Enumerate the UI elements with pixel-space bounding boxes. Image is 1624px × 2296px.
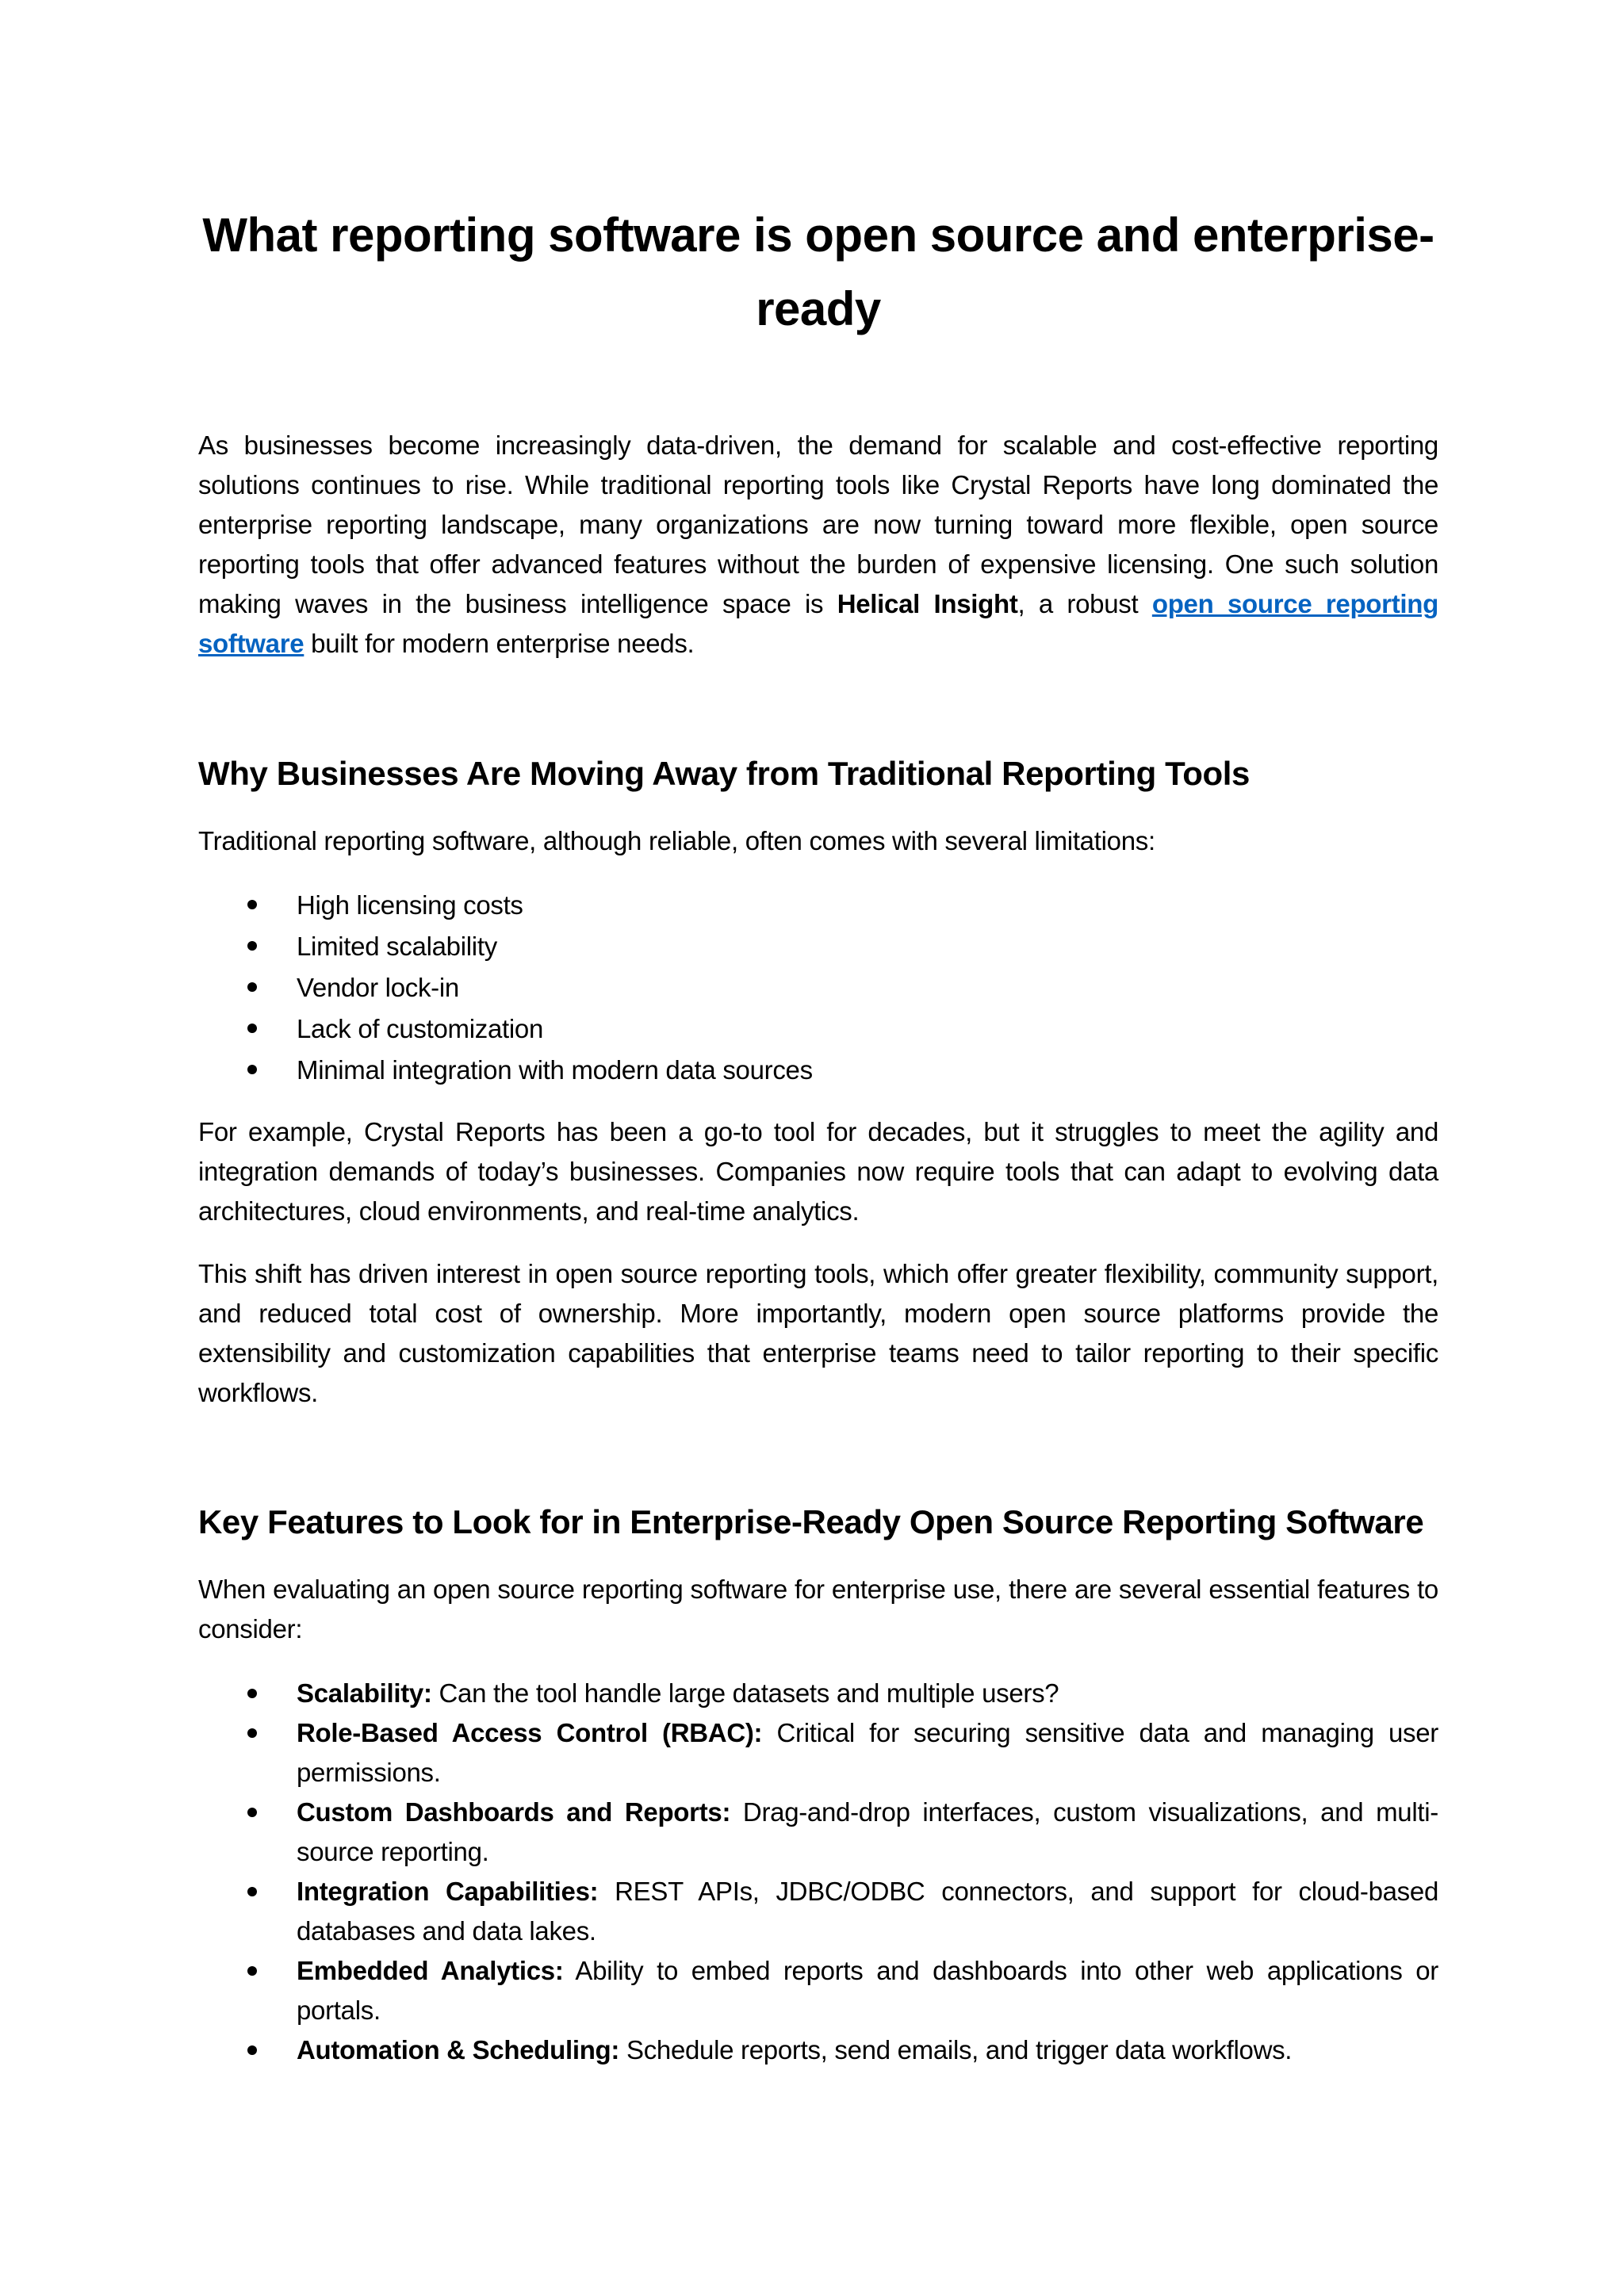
bullet-icon [247,1689,257,1698]
paragraph: This shift has driven interest in open source reporting tools, which offer greater flexibility, community support, and reduced total cost of ownership. More importantly, modern open source platforms provide the extensibility and customization capabilities that enterprise teams need to tailor reporting to their specific workflows. [198,1259,1438,1407]
feature-text: Can the tool handle large datasets and multiple users? [431,1678,1059,1708]
bullet-icon [247,941,257,951]
feature-label: Embedded Analytics: [297,1956,564,1985]
list-item-text: Vendor lock-in [297,973,459,1002]
bullet-icon [247,900,257,909]
list-item [198,1872,1438,1951]
bullet-icon [247,2045,257,2055]
feature-text: Ability to embed reports and dashboards into other web applications or portals. [297,1956,1438,2025]
list-item-text: High licensing costs [297,890,523,920]
product-name: Helical Insight [837,589,1018,618]
bullet-icon [247,1808,257,1817]
paragraph: For example, Crystal Reports has been a go-to tool for decades, but it struggles to meet the agility and integration demands of today’s businesses. Companies now require tools that can adapt to evolving data architectures, cloud environments, and real-time analytics. [198,1117,1438,1226]
feature-label: Role-Based Access Control (RBAC): [297,1718,763,1747]
list-item-text: Minimal integration with modern data sources [297,1055,813,1085]
bullet-icon [247,982,257,992]
list-item [198,1008,1438,1050]
list-item [198,1951,1438,2030]
feature-text: Critical for securing sensitive data and managing user permissions. [297,1718,1438,1787]
bullet-icon [247,1728,257,1738]
list-item [198,2030,1438,2070]
list-item-text: Limited scalability [297,932,497,961]
list-item-text: Lack of customization [297,1014,544,1043]
intro-text: As businesses become increasingly data-driven, the demand for scalable and cost-effective reporting solutions continues to rise. While traditional reporting tools like Crystal Reports have long dominated the enterprise reporting landscape, many organizations are now turning toward more flexible, open source reporting tools that offer advanced features without the burden of expensive licensing. One such solution making waves in the business intelligence space is [198,430,1438,618]
page-title: What reporting software is open source and enterprise-ready [202,209,1434,335]
intro-text: built for modern enterprise needs. [304,629,695,658]
bullet-icon [247,1966,257,1976]
bullet-icon [247,1024,257,1033]
intro-paragraph [198,426,1438,664]
features-list [198,1674,1438,2070]
feature-text: Schedule reports, send emails, and trigger data workflows. [619,2035,1293,2064]
section-lead: When evaluating an open source reporting software for enterprise use, there are several essential features to consider: [198,1575,1438,1644]
feature-text: Drag-and-drop interfaces, custom visualizations, and multi-source reporting. [297,1797,1438,1866]
intro-text: , a robust [1017,589,1152,618]
feature-text: REST APIs, JDBC/ODBC connectors, and support for cloud-based databases and data lakes. [297,1877,1438,1946]
feature-label: Integration Capabilities: [297,1877,599,1906]
section-heading: Key Features to Look for in Enterprise-Ready Open Source Reporting Software [198,1503,1424,1540]
bullet-icon [247,1065,257,1074]
list-item [198,1674,1438,1713]
feature-label: Automation & Scheduling: [297,2035,620,2064]
list-item [198,967,1438,1008]
feature-label: Custom Dashboards and Reports: [297,1797,731,1827]
list-item [198,1050,1438,1091]
open-source-reporting-link[interactable]: open source reporting software [198,589,1438,658]
list-item [198,926,1438,967]
section-heading: Why Businesses Are Moving Away from Traditional Reporting Tools [198,755,1250,792]
limitations-list [198,885,1438,1091]
section-lead: Traditional reporting software, although reliable, often comes with several limitations: [198,826,1155,855]
list-item [198,885,1438,926]
list-item [198,1793,1438,1872]
bullet-icon [247,1887,257,1896]
list-item [198,1713,1438,1793]
feature-label: Scalability: [297,1678,432,1708]
